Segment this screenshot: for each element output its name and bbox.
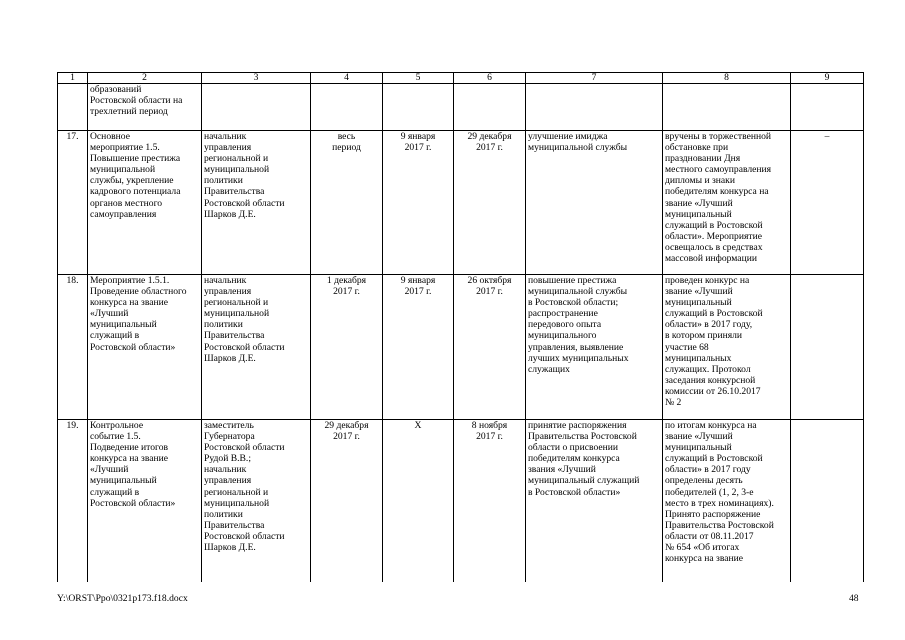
column-number-header: 1 bbox=[58, 73, 88, 84]
report-table bbox=[57, 72, 864, 582]
row-number-cell: 18. bbox=[58, 275, 88, 420]
actual-result-cell bbox=[663, 84, 791, 131]
column-number-header: 2 bbox=[88, 73, 202, 84]
row-number-cell bbox=[58, 84, 88, 131]
planned-result-cell: улучшение имиджа муниципальной службы bbox=[526, 131, 663, 275]
row-number-cell: 19. bbox=[58, 420, 88, 583]
actual-end-cell: 8 ноября 2017 г. bbox=[454, 420, 526, 583]
deviation-reason-cell bbox=[791, 420, 864, 583]
table-row bbox=[58, 131, 864, 275]
column-number-header: 5 bbox=[383, 73, 454, 84]
page-number: 48 bbox=[849, 593, 859, 604]
actual-result-cell: по итогам конкурса на звание «Лучший муниципальный служащий в Ростовской области» в 2017 году определены десять победителей (1, 2, 3-е место в трех номинациях). Принято распоряжение Правительства Ростовской области от 08.11.2017 № 654 «Об итогах конкурса на звание bbox=[663, 420, 791, 583]
planned-result-cell: принятие распоряжения Правительства Ростовской области о присвоении победителям конкурса звания «Лучший муниципальный служащий в Ростовской области» bbox=[526, 420, 663, 583]
actual-end-cell: 26 октября 2017 г. bbox=[454, 275, 526, 420]
actual-start-cell: Х bbox=[383, 420, 454, 583]
actual-start-cell: 9 января 2017 г. bbox=[383, 131, 454, 275]
planned-date-cell bbox=[311, 84, 383, 131]
column-number-header: 7 bbox=[526, 73, 663, 84]
planned-date-cell: весь период bbox=[311, 131, 383, 275]
planned-result-cell: повышение престижа муниципальной службы в Ростовской области; распространение передового опыта муниципального управления, выявление лучших муниципальных служащих bbox=[526, 275, 663, 420]
planned-date-cell: 29 декабря 2017 г. bbox=[311, 420, 383, 583]
responsible-cell bbox=[202, 84, 311, 131]
deviation-reason-cell: – bbox=[791, 131, 864, 275]
actual-start-cell: 9 января 2017 г. bbox=[383, 275, 454, 420]
activity-name-cell: Контрольное событие 1.5. Подведение итогов конкурса на звание «Лучший муниципальный служащий в Ростовской области» bbox=[88, 420, 202, 583]
actual-start-cell bbox=[383, 84, 454, 131]
planned-date-cell: 1 декабря 2017 г. bbox=[311, 275, 383, 420]
row-number-cell: 17. bbox=[58, 131, 88, 275]
planned-result-cell bbox=[526, 84, 663, 131]
table-row bbox=[58, 420, 864, 583]
deviation-reason-cell bbox=[791, 84, 864, 131]
activity-name-cell: Основное мероприятие 1.5. Повышение престижа муниципальной службы, укрепление кадрового потенциала органов местного самоуправления bbox=[88, 131, 202, 275]
activity-name-cell: Мероприятие 1.5.1. Проведение областного конкурса на звание «Лучший муниципальный служащий в Ростовской области» bbox=[88, 275, 202, 420]
deviation-reason-cell bbox=[791, 275, 864, 420]
table-row bbox=[58, 275, 864, 420]
responsible-cell: заместитель Губернатора Ростовской области Рудой В.В.; начальник управления региональной и муниципальной политики Правительства Ростовской области Шарков Д.Е. bbox=[202, 420, 311, 583]
column-number-header: 8 bbox=[663, 73, 791, 84]
actual-result-cell: проведен конкурс на звание «Лучший муниципальный служащий в Ростовской области» в 2017 году, в котором приняли участие 68 муниципальных служащих. Протокол заседания конкурсной комиссии от 26.10.2017 № 2 bbox=[663, 275, 791, 420]
actual-result-cell: вручены в торжественной обстановке при праздновании Дня местного самоуправления дипломы и знаки победителям конкурса на звание «Лучший муниципальный служащий в Ростовской области». Мероприятие освещалось в средствах массовой информации bbox=[663, 131, 791, 275]
column-number-header: 6 bbox=[454, 73, 526, 84]
responsible-cell: начальник управления региональной и муниципальной политики Правительства Ростовской области Шарков Д.Е. bbox=[202, 131, 311, 275]
column-number-header: 4 bbox=[311, 73, 383, 84]
footer-file-path: Y:\ORST\Ppo\0321p173.f18.docx bbox=[57, 593, 188, 604]
table-header-row bbox=[58, 73, 864, 84]
actual-end-cell: 29 декабря 2017 г. bbox=[454, 131, 526, 275]
responsible-cell: начальник управления региональной и муниципальной политики Правительства Ростовской области Шарков Д.Е. bbox=[202, 275, 311, 420]
column-number-header: 3 bbox=[202, 73, 311, 84]
activity-name-cell: образований Ростовской области на трехлетний период bbox=[88, 84, 202, 131]
actual-end-cell bbox=[454, 84, 526, 131]
column-number-header: 9 bbox=[791, 73, 864, 84]
table-row bbox=[58, 84, 864, 131]
